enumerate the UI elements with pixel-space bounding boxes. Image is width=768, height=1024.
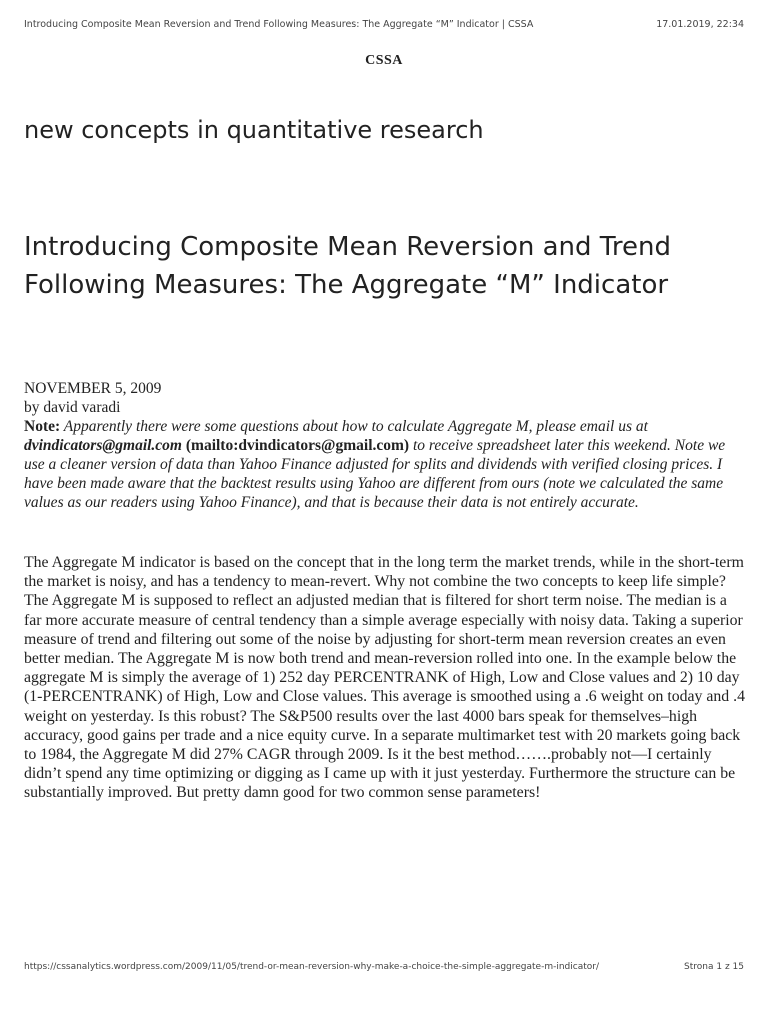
note-label: Note:: [24, 418, 61, 435]
print-datetime: 17.01.2019, 22:34: [656, 19, 744, 30]
note-mailto: (mailto:dvindicators@gmail.com): [185, 437, 410, 454]
post-body-paragraph: The Aggregate M indicator is based on the concept that in the long term the market trends, while in the short-term the market is noisy, and has a tendency to mean-revert. Why not combine the two concepts to keep life simple? The Aggregate M is supposed to reflect an adjusted median that is filtered for short term noise. The median is a far more accurate measure of central tendency than a simple average especially with noisy data. Taking a superior measure of trend and filtering out some of the noise by adjusting for short-term mean reversion creates an even better median. The Aggregate M is now both trend and mean-reversion rolled into one. In the example below the aggregate M is simply the average of 1) 252 day PERCENTRANK of High, Low and Close values and 2) 10 day (1-PERCENTRANK) of High, Low and Close values. This average is smoothed using a .6 weight on today and .4 weight on yesterday. Is this robust? The S&P500 results over the last 4000 bars speak for themselves–high accuracy, good gains per trade and a nice equity curve. In a separate multimarket test with 20 markets going back to 1984, the Aggregate M did 27% CAGR through 2009. Is it the best method…….probably not—I certainly didn’t spend any time optimizing or digging as I came up with it just yesterday. Furthermore the structure can be substantially improved. But pretty damn good for two common sense parameters!: [24, 554, 745, 802]
note-text-2: to receive spreadsheet later this weekend. Note we use a cleaner version of data than Yahoo Finance adjusted for splits and dividends with verified closing prices. I have been made aware that the backtest results using Yahoo are different from ours (note we calculated the same values as our readers using Yahoo Finance), and that is because their data is not entirely accurate.: [24, 437, 726, 511]
post-title: Introducing Composite Mean Reversion and Trend Following Measures: The Aggregate “M” Indicator: [24, 232, 671, 300]
print-footer: [24, 962, 744, 972]
print-page-number: Strona 1 z 15: [684, 962, 744, 972]
site-title-link[interactable]: CSSA: [365, 53, 403, 68]
print-header: [24, 19, 744, 30]
site-tagline: new concepts in quantitative research: [24, 116, 484, 144]
note-text-1: Apparently there were some questions about how to calculate Aggregate M, please email us at: [63, 418, 648, 435]
post-note: [24, 417, 746, 512]
print-doc-title: Introducing Composite Mean Reversion and Trend Following Measures: The Aggregate “M” Indicator | CSSA: [24, 19, 534, 30]
post-date: NOVEMBER 5, 2009: [24, 380, 162, 397]
note-email-link[interactable]: dvindicators@gmail.com: [24, 437, 182, 454]
print-url: https://cssanalytics.wordpress.com/2009/11/05/trend-or-mean-reversion-why-make-a-choice-the-simple-aggregate-m-indicator/: [24, 962, 599, 972]
post-byline: by david varadi: [24, 399, 121, 416]
post-meta: [24, 379, 746, 512]
